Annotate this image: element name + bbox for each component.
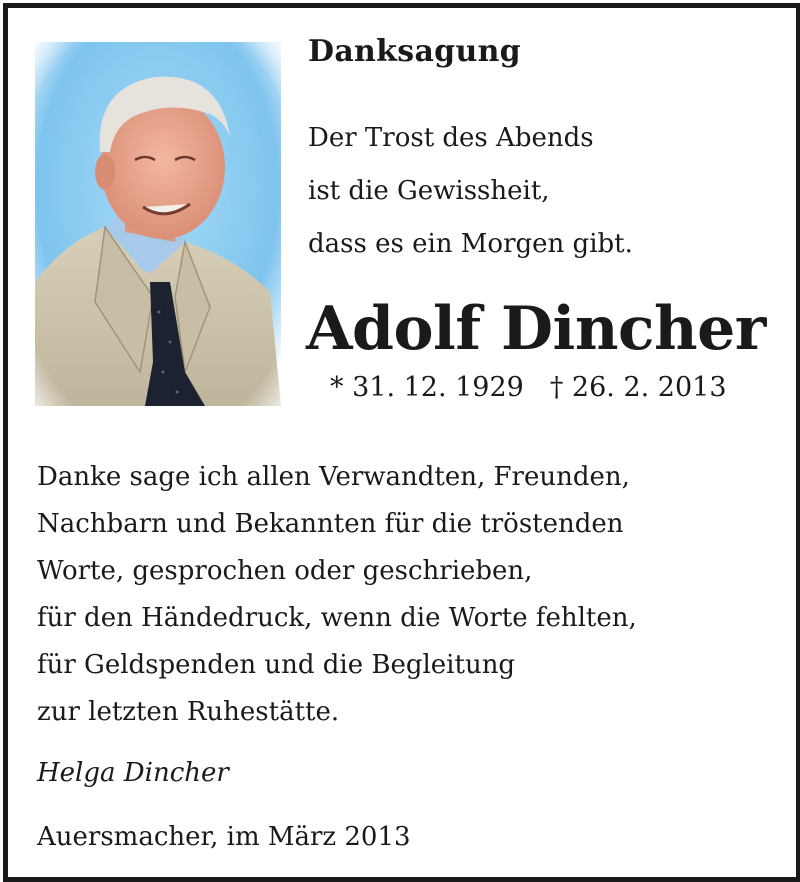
deceased-name: Adolf Dincher <box>306 294 766 364</box>
quote-line: Der Trost des Abends <box>308 123 594 153</box>
body-line: Nachbarn und Bekannten für die tröstenden <box>37 509 624 539</box>
body-line: zur letzten Ruhestätte. <box>37 697 340 727</box>
quote-line: dass es ein Morgen gibt. <box>308 229 633 259</box>
portrait-photo <box>35 42 281 406</box>
body-line: Worte, gesprochen oder geschrieben, <box>37 556 533 586</box>
consolation-quote <box>308 112 633 271</box>
body-line: für den Händedruck, wenn die Worte fehlten, <box>37 603 637 633</box>
notice-heading: Danksagung <box>308 34 521 69</box>
thank-you-text <box>37 454 637 736</box>
birth-date: * 31. 12. 1929 <box>330 372 524 403</box>
place-and-date: Auersmacher, im März 2013 <box>37 822 411 852</box>
signer-name: Helga Dincher <box>37 758 229 788</box>
quote-line: ist die Gewissheit, <box>308 176 550 206</box>
body-line: für Geldspenden und die Begleitung <box>37 650 516 680</box>
life-dates <box>330 372 727 403</box>
body-line: Danke sage ich allen Verwandten, Freunden, <box>37 462 630 492</box>
obituary-notice <box>3 3 800 882</box>
death-date: † 26. 2. 2013 <box>549 372 727 403</box>
